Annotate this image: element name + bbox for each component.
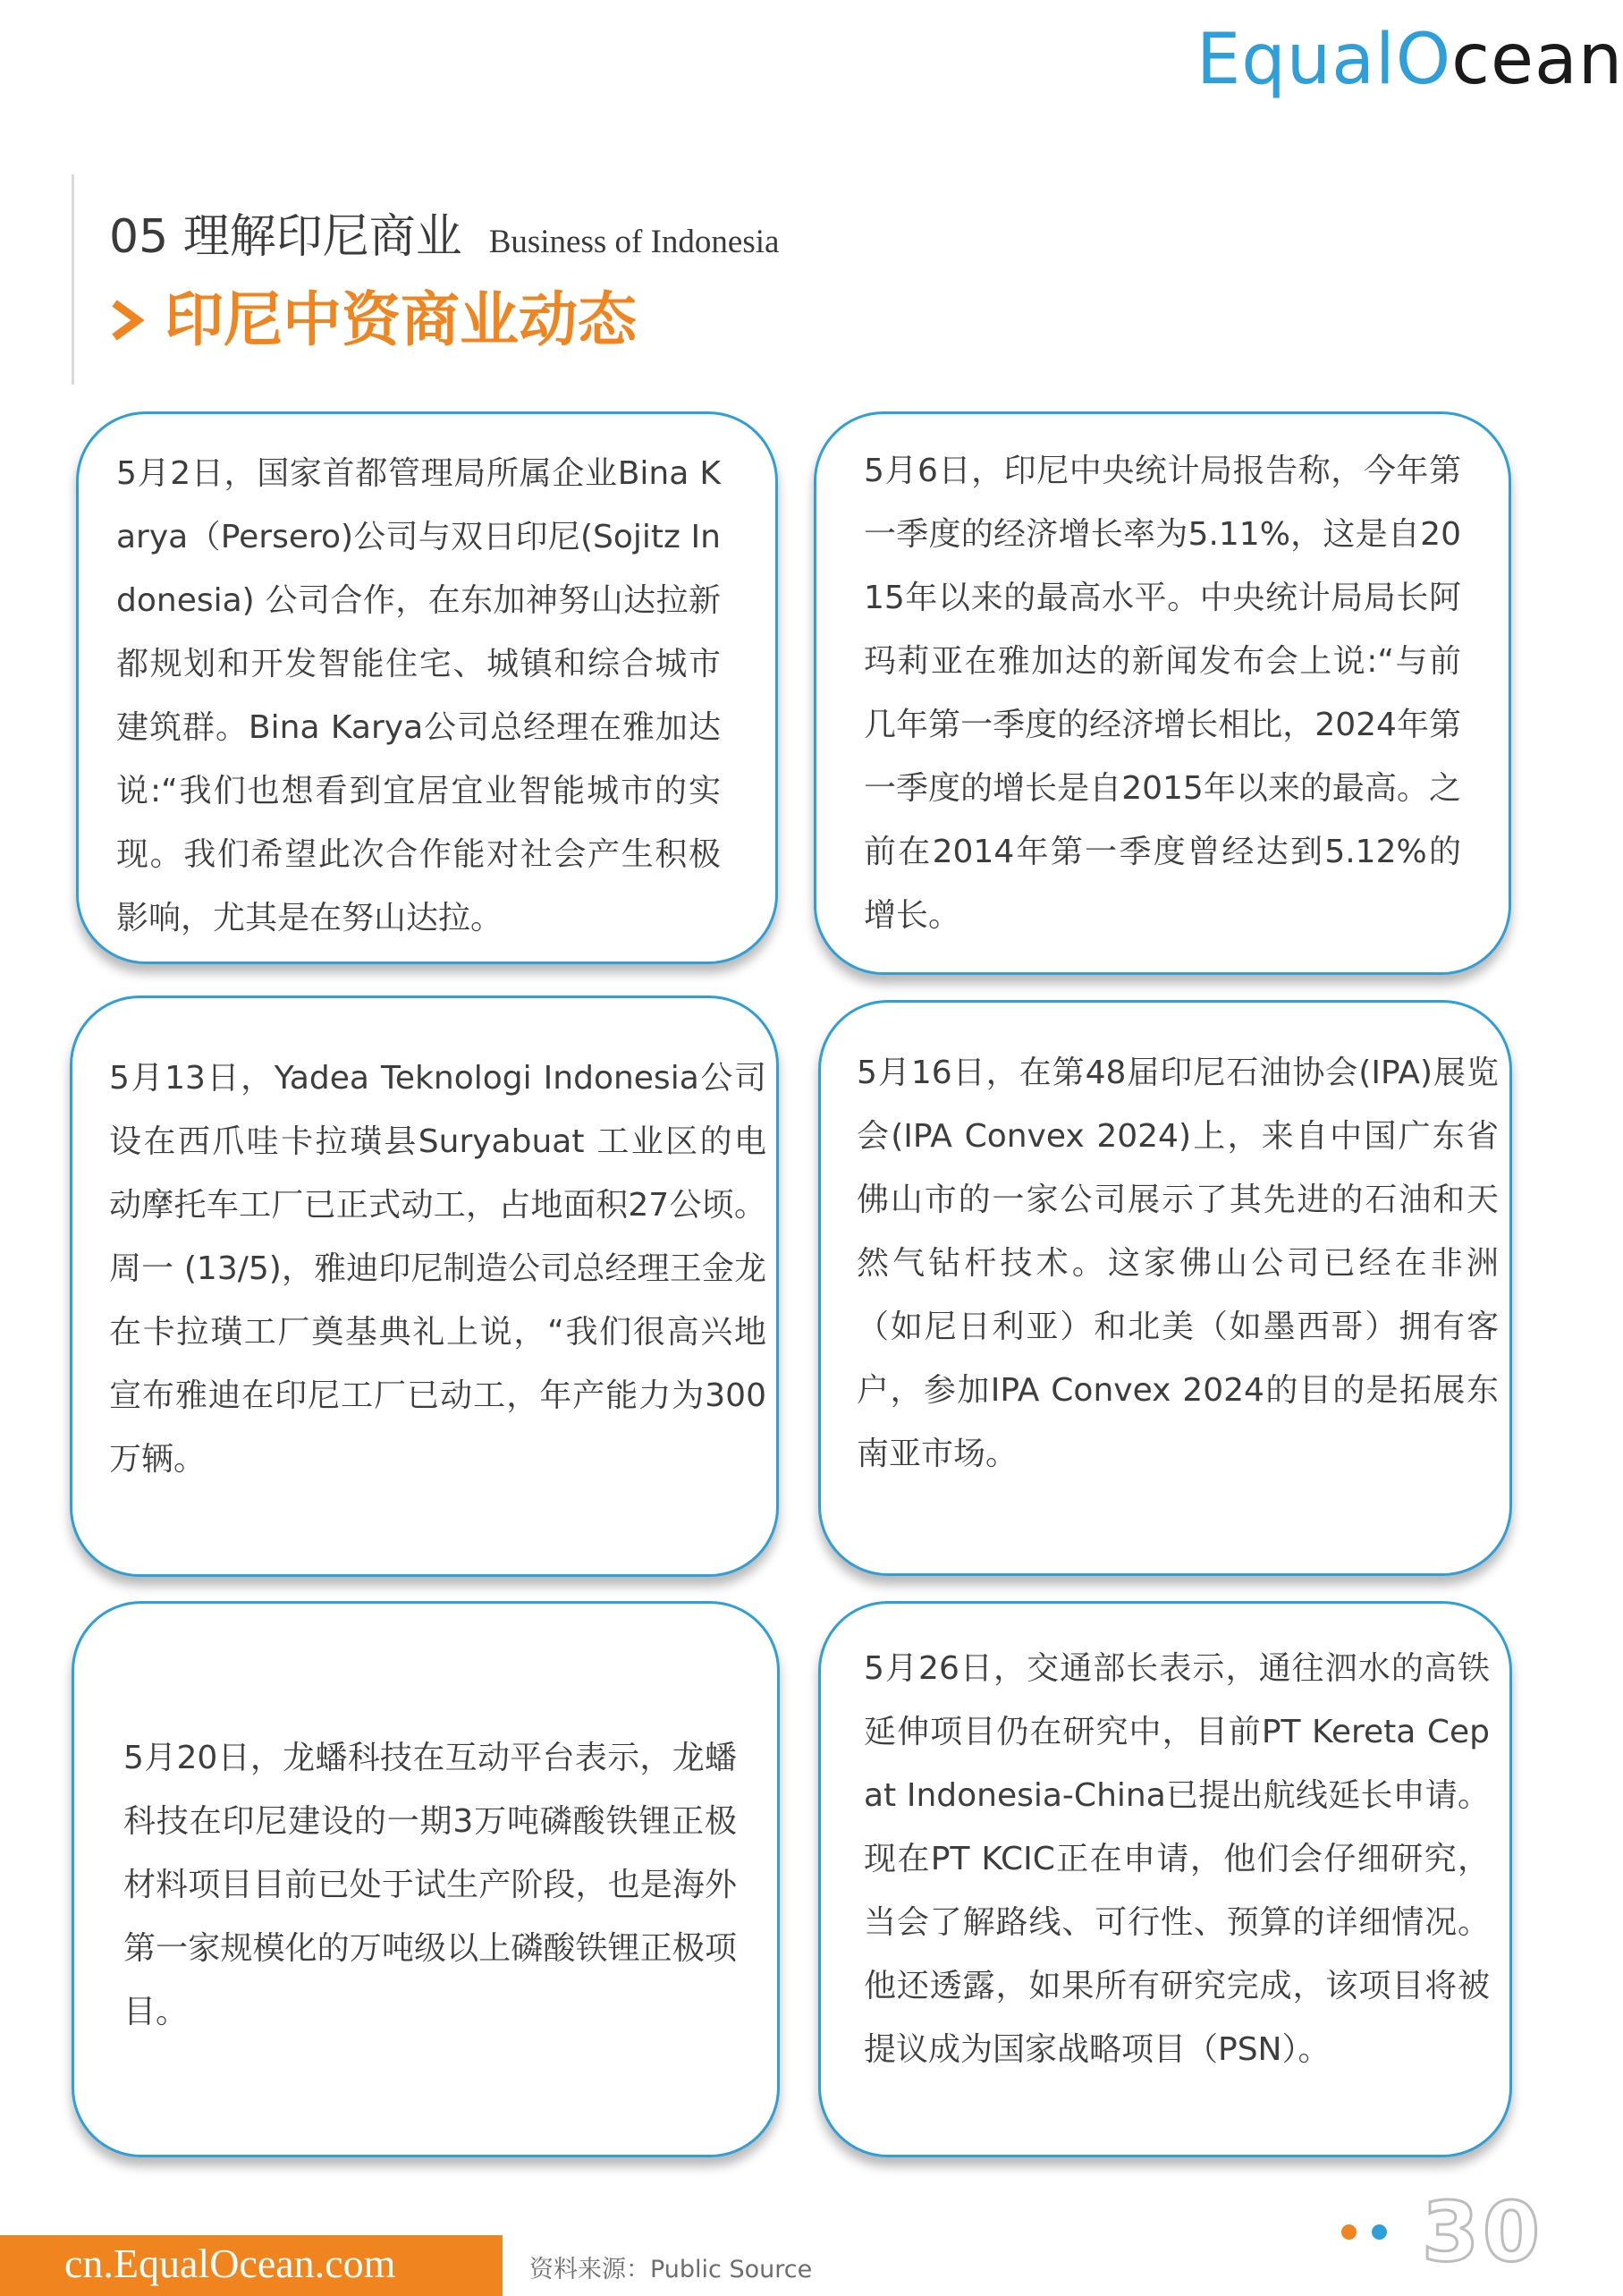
news-card-5-text: 5月20日，龙蟠科技在互动平台表示，龙蟠科技在印尼建设的一期3万吨磷酸铁锂正极材料项目目前已处于试生产阶段，也是海外第一家规模化的万吨级以上磷酸铁锂正极项目。 <box>123 1740 737 2030</box>
news-card-1-text: 5月2日，国家首都管理局所属企业Bina Karya（Persero)公司与双日印尼(Sojitz Indonesia) 公司合作，在东加神努山达拉新都规划和开发智能住宅、城镇和综合城市建筑群。Bina Karya公司总经理在雅加达说:“我们也想看到宜居宜业智能城市的实现。我们希望此次合作能对社会产生积极影响，尤其是在努山达拉。 <box>116 455 721 936</box>
section-title-en: Business of Indonesia <box>488 224 780 260</box>
news-card-6-text: 5月26日，交通部长表示，通往泗水的高铁延伸项目仍在研究中，目前PT Kereta Cepat Indonesia-China已提出航线延长申请。现在PT KCIC正在申请，他们会仔细研究，当会了解路线、可行性、预算的详细情况。他还透露，如果所有研究完成，该项目将被提议成为国家战略项目（PSN）。 <box>864 1650 1490 2068</box>
source-note: 资料来源：Public Source <box>529 2256 813 2283</box>
chevron-right-icon <box>109 300 145 341</box>
news-card-2-text: 5月6日，印尼中央统计局报告称，今年第一季度的经济增长率为5.11%，这是自2015年以来的最高水平。中央统计局局长阿玛莉亚在雅加达的新闻发布会上说:“与前几年第一季度的经济增长相比，2024年第一季度的增长是自2015年以来的最高。之前在2014年第一季度曾经达到5.12%的增长。 <box>864 453 1461 934</box>
news-card-3-text: 5月13日，Yadea Teknologi Indonesia公司设在西爪哇卡拉璜县Suryabuat 工业区的电动摩托车工厂已正式动工，占地面积27公顷。周一 (13/5)，雅迪印尼制造公司总经理王金龙在卡拉璜工厂奠基典礼上说，“我们很高兴地宣布雅迪在印尼工厂已动工，年产能力为300万辆。 <box>109 1060 766 1478</box>
footer-url[interactable]: cn.EqualOcean.com <box>64 2241 396 2286</box>
news-card-4-text: 5月16日，在第48届印尼石油协会(IPA)展览会(IPA Convex 2024)上，来自中国广东省佛山市的一家公司展示了其先进的石油和天然气钻杆技术。这家佛山公司已经在非洲（如尼日利亚）和北美（如墨西哥）拥有客户，参加IPA Convex 2024的目的是拓展东南亚市场。 <box>857 1055 1499 1472</box>
subheading <box>109 285 637 354</box>
page-number: 30 <box>1422 2184 1544 2280</box>
logo-pre: Equal <box>1196 20 1396 100</box>
logo-mid: O <box>1395 20 1452 100</box>
equalocean-logo <box>1196 20 1623 100</box>
orange-dot-icon <box>1341 2224 1357 2240</box>
subheading-text: 印尼中资商业动态 <box>165 285 637 354</box>
section-divider <box>72 174 74 385</box>
blue-dot-icon <box>1372 2224 1387 2240</box>
section-title-zh: 05 理解印尼商业 <box>109 210 462 264</box>
logo-post: cean <box>1451 20 1623 100</box>
section-title <box>109 199 779 266</box>
